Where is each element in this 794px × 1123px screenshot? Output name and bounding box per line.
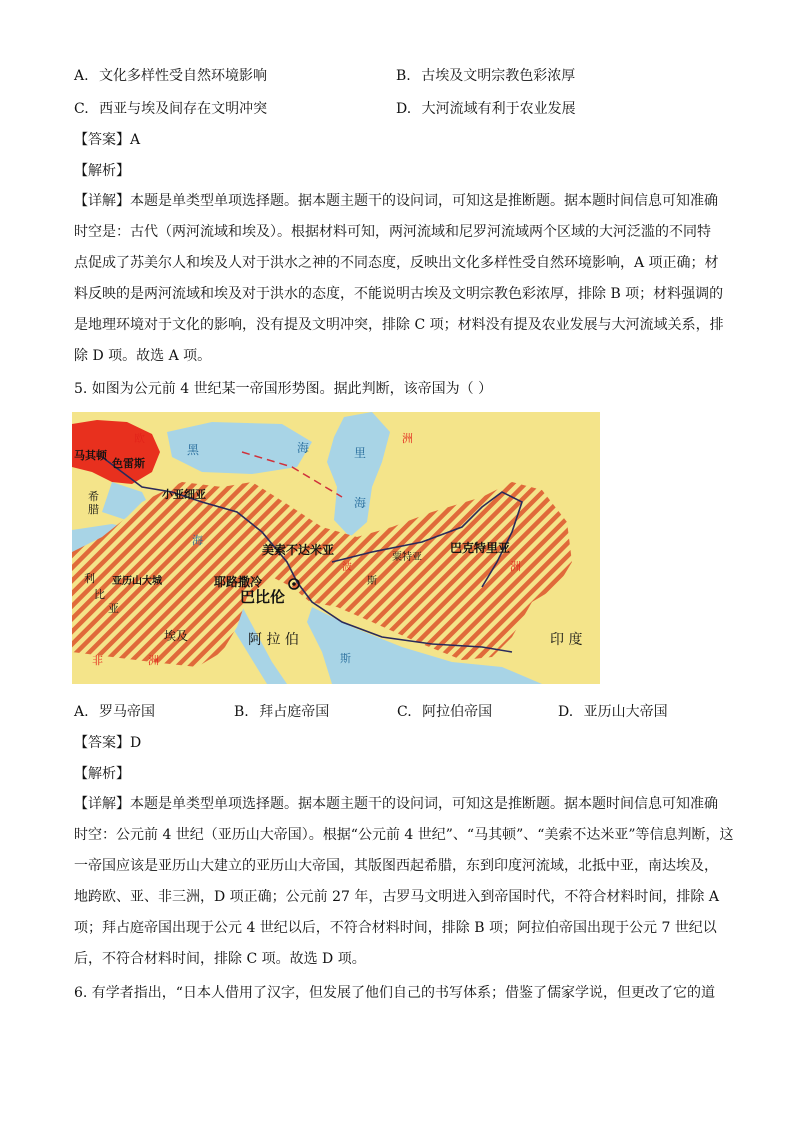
map-label-europe: 洲 xyxy=(402,432,413,445)
detail-line: 是地理环境对于文化的影响，没有提及文明冲突，排除 C 项；材料没有提及农业发展与大河流域关系，排 xyxy=(74,317,724,333)
option-letter: A. xyxy=(74,704,89,720)
map-label-jerusalem: 耶路撒冷 xyxy=(214,575,263,589)
q4-option-b xyxy=(396,66,575,86)
option-text: 罗马帝国 xyxy=(99,704,156,720)
map-label-libya: 利 xyxy=(84,572,95,585)
map-label-macedonia: 马其顿 xyxy=(74,449,107,462)
detail-line: 点促成了苏美尔人和埃及人对于洪水之神的不同态度，反映出文化多样性受自然环境影响，A 项正确；材 xyxy=(74,255,719,271)
option-letter: A. xyxy=(74,68,89,84)
detail-line: 料反映的是两河流域和埃及对于洪水的态度，不能说明古埃及文明宗教色彩浓厚，排除 B 项；材料强调的 xyxy=(74,286,724,302)
q5-option-b xyxy=(234,702,329,722)
q5-option-d xyxy=(558,702,668,722)
map-label-sea: 海 xyxy=(192,534,203,547)
map-label-persia: 波 xyxy=(342,562,352,573)
map-label-arabia: 阿 拉 伯 xyxy=(248,632,299,648)
map-label-persia: 斯 xyxy=(367,576,377,587)
map-label-bactria: 巴克特里亚 xyxy=(450,541,511,555)
q4-detail xyxy=(74,186,724,372)
detail-line: 后，不符合材料时间，排除 C 项。故选 D 项。 xyxy=(74,951,366,967)
option-text: 阿拉伯帝国 xyxy=(422,704,493,720)
map-label-alexandria: 亚历山大城 xyxy=(112,576,162,587)
option-text: 亚历山大帝国 xyxy=(583,704,668,720)
detail-line: 除 D 项。故选 A 项。 xyxy=(74,348,212,364)
q4-option-a xyxy=(74,66,267,86)
q4-answer: 【答案】A xyxy=(74,132,141,148)
q5-answer: 【答案】D xyxy=(74,735,142,751)
empire-map xyxy=(72,412,600,684)
option-text: 西亚与埃及间存在文明冲突 xyxy=(99,101,268,117)
map-label-babylon: 巴比伦 xyxy=(240,588,286,606)
map-label-europe: 欧 xyxy=(134,432,145,445)
option-letter: D. xyxy=(396,101,412,117)
q4-analysis-heading: 【解析】 xyxy=(74,163,130,179)
q5-detail xyxy=(74,789,734,975)
option-text: 文化多样性受自然环境影响 xyxy=(99,68,268,84)
map-label-black-sea: 黑 xyxy=(187,443,200,457)
map-label-libya: 亚 xyxy=(108,602,119,615)
detail-line: 时空：公元前 4 世纪（亚历山大帝国）。根据“公元前 4 世纪”、“马其顿”、“美索不达米亚”等信息判断，这 xyxy=(74,827,734,843)
map-label-persian-gulf: 斯 xyxy=(340,652,351,665)
option-text: 古埃及文明宗教色彩浓厚 xyxy=(421,68,576,84)
q5-option-a xyxy=(74,702,155,722)
option-letter: B. xyxy=(396,68,411,84)
q6-stem: 6. 有学者指出，“日本人借用了汉字，但发展了他们自己的书写体系；借鉴了儒家学说，但更改了它的道 xyxy=(74,985,715,1001)
map-label-egypt: 埃及 xyxy=(164,629,189,643)
map-label-asia: 洲 xyxy=(510,560,521,573)
q5-analysis-heading: 【解析】 xyxy=(74,766,130,782)
map-label-thrace: 色雷斯 xyxy=(112,457,145,470)
map-label-greece: 希 xyxy=(88,490,99,503)
option-letter: B. xyxy=(234,704,249,720)
map-label-asia-minor: 小亚细亚 xyxy=(162,488,206,501)
detail-line: 【详解】本题是单类型单项选择题。据本题主题干的设问词，可知这是推断题。据本题时间信息可知准确 xyxy=(74,796,718,812)
detail-line: 时空是：古代（两河流域和埃及）。根据材料可知，两河流域和尼罗河流域两个区域的大河泛滥的不同特 xyxy=(74,224,711,240)
option-letter: C. xyxy=(397,704,412,720)
q5-stem: 5. 如图为公元前 4 世纪某一帝国形势图。据此判断，该帝国为（ ） xyxy=(74,381,493,397)
map-label-sogd: 粟特亚 xyxy=(392,552,422,563)
q4-option-d xyxy=(396,99,576,119)
detail-line: 项；拜占庭帝国出现于公元 4 世纪以后，不符合材料时间，排除 B 项；阿拉伯帝国出现于公元 7 世纪以 xyxy=(74,920,717,936)
detail-line: 【详解】本题是单类型单项选择题。据本题主题干的设问词，可知这是推断题。据本题时间信息可知准确 xyxy=(74,193,718,209)
map-label-black-sea: 海 xyxy=(297,441,310,455)
option-text: 大河流域有利于农业发展 xyxy=(421,101,576,117)
q5-option-c xyxy=(397,702,492,722)
babylon-dot xyxy=(292,582,296,586)
detail-line: 一帝国应该是亚历山大建立的亚历山大帝国，其版图西起希腊，东到印度河流域，北抵中亚，南达埃及， xyxy=(74,858,718,874)
detail-line: 地跨欧、亚、非三洲，D 项正确；公元前 27 年，古罗马文明进入到帝国时代，不符合材料时间，排除 A xyxy=(74,889,719,905)
option-text: 拜占庭帝国 xyxy=(259,704,330,720)
map-label-libya: 比 xyxy=(94,588,105,601)
option-letter: C. xyxy=(74,101,89,117)
option-letter: D. xyxy=(558,704,574,720)
map-label-caspian: 里 xyxy=(354,446,367,460)
map-label-greece: 腊 xyxy=(88,503,99,516)
q4-option-c xyxy=(74,99,267,119)
map-label-mesopotamia: 美索不达米亚 xyxy=(262,543,335,557)
map-label-caspian: 海 xyxy=(354,496,367,510)
map-label-india: 印 度 xyxy=(550,632,583,648)
map-label-africa: 非 xyxy=(92,654,103,667)
map-label-africa: 洲 xyxy=(148,654,159,667)
